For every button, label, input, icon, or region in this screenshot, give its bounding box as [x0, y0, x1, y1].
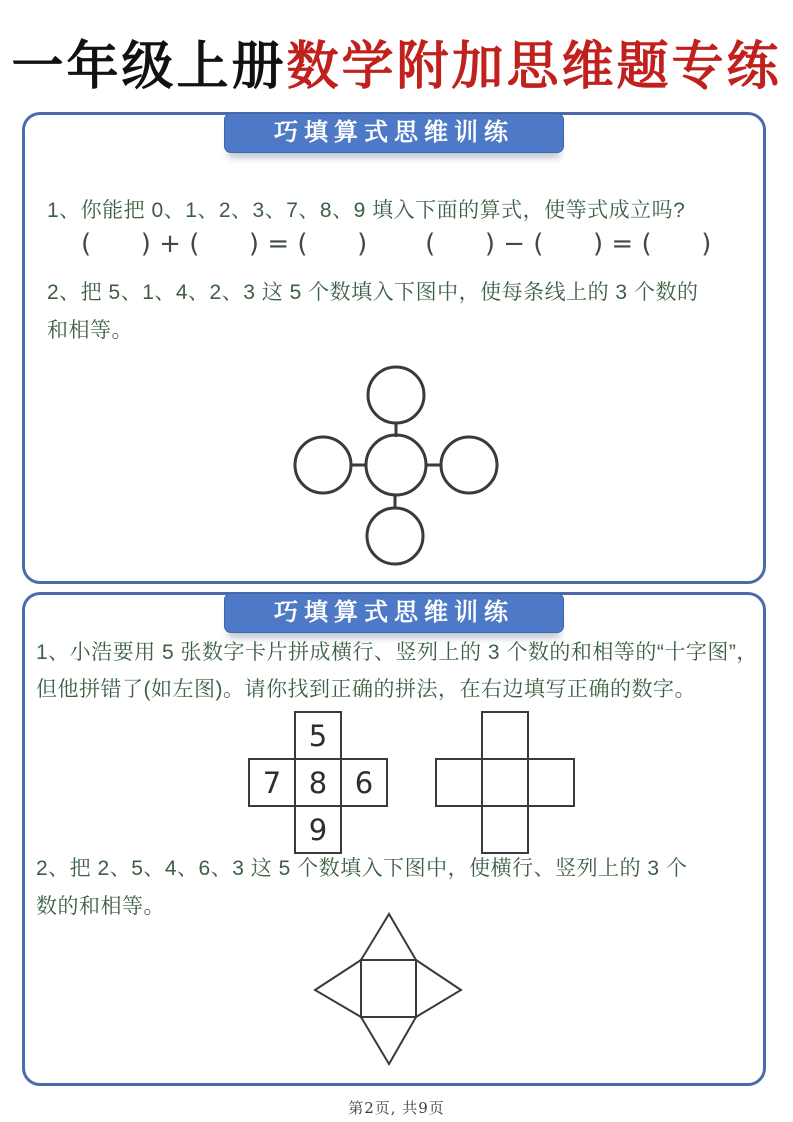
- grid-spacer: [249, 806, 295, 853]
- page-title: [0, 24, 793, 99]
- circle-right: [441, 437, 497, 493]
- section-1-question-1: 1、你能把 0、1、2、3、7、8、9 填入下面的算式，使等式成立吗?: [47, 199, 686, 222]
- page-title-highlight: 数学附加思维题专练: [286, 36, 782, 97]
- section-2-header: 巧填算式思维训练: [224, 593, 564, 633]
- page-footer: 第2页, 共9页: [348, 1099, 445, 1117]
- answer-cell-top: [482, 712, 528, 759]
- cross-grid-filled: [248, 711, 388, 854]
- answer-cell-left: [436, 759, 482, 806]
- circle-bottom: [367, 508, 423, 564]
- worksheet-card-1: [22, 112, 766, 584]
- grid-spacer: [249, 712, 295, 759]
- cross-grid-empty: [435, 711, 575, 854]
- grid-spacer: [528, 806, 574, 853]
- answer-cell-right: [528, 759, 574, 806]
- filled-cell-bottom: 9: [295, 806, 341, 853]
- section-1-question-2-line-2: 和相等。: [47, 319, 133, 342]
- grid-spacer: [436, 806, 482, 853]
- circle-left: [295, 437, 351, 493]
- triangle-bottom: [361, 1017, 416, 1064]
- triangle-right: [416, 960, 461, 1017]
- center-square: [361, 960, 416, 1017]
- five-circles-cross-diagram: [291, 363, 523, 577]
- triangle-top: [361, 914, 416, 960]
- section-2-question-2-line-2: 数的和相等。: [36, 895, 165, 918]
- answer-cell-center: [482, 759, 528, 806]
- answer-cell-bottom: [482, 806, 528, 853]
- grid-spacer: [341, 712, 387, 759]
- filled-cell-left: 7: [249, 759, 295, 806]
- circle-top: [368, 367, 424, 423]
- filled-cell-right: 6: [341, 759, 387, 806]
- section-1-question-2-line-1: 2、把 5、1、4、2、3 这 5 个数填入下图中，使每条线上的 3 个数的: [47, 281, 699, 304]
- grid-spacer: [341, 806, 387, 853]
- section-2-question-1-line-2: 但他拼错了(如左图)。请你找到正确的拼法，在右边填写正确的数字。: [36, 678, 696, 701]
- section-1-equation-line: ( ) + ( ) = ( ) ( ) − ( ) = ( ): [81, 229, 712, 259]
- section-2-question-2-line-1: 2、把 2、5、4、6、3 这 5 个数填入下图中，使横行、竖列上的 3 个: [36, 857, 688, 880]
- filled-cell-center: 8: [295, 759, 341, 806]
- filled-cell-top: 5: [295, 712, 341, 759]
- triangle-left: [315, 960, 361, 1017]
- square-pyramid-net-diagram: [303, 911, 473, 1069]
- circle-center: [366, 435, 426, 495]
- section-1-header: 巧填算式思维训练: [224, 113, 564, 153]
- worksheet-card-2: [22, 592, 766, 1086]
- section-2-question-1-line-1: 1、小浩要用 5 张数字卡片拼成横行、竖列上的 3 个数的和相等的“十字图”，: [36, 641, 758, 664]
- grid-spacer: [528, 712, 574, 759]
- page-title-prefix: 一年级上册: [11, 36, 287, 97]
- grid-spacer: [436, 712, 482, 759]
